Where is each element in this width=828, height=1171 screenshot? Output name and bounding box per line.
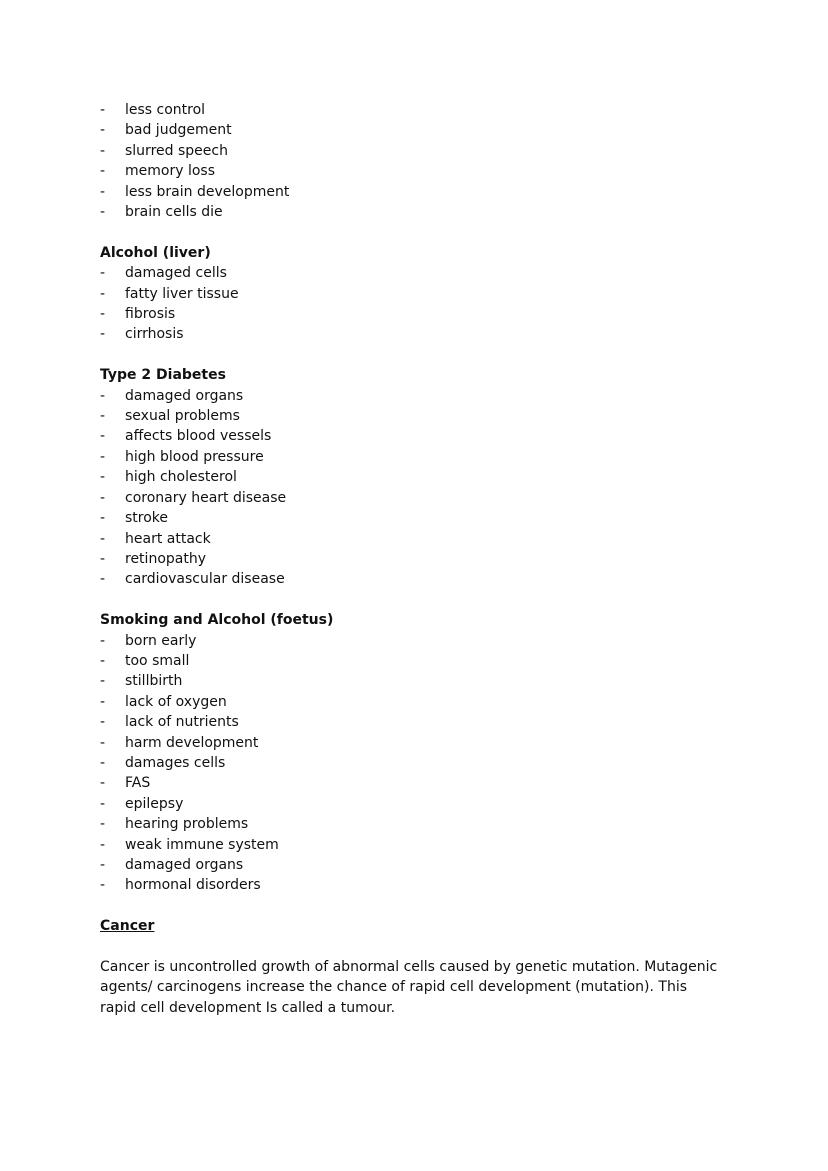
cancer-paragraph: Cancer is uncontrolled growth of abnormal cells caused by genetic mutation. Mutagenic agents/ carcinogens increase the chance of rapid cell development (mutation). This rapid cell development Is called a tumour. bbox=[100, 958, 718, 1016]
bullet-dash: - bbox=[100, 754, 106, 771]
bullet-dash: - bbox=[100, 326, 106, 343]
list-item bbox=[100, 753, 720, 773]
list-item bbox=[100, 733, 720, 753]
list-item bbox=[100, 182, 720, 202]
list-item-text: damaged organs bbox=[125, 387, 244, 404]
list-item bbox=[100, 529, 720, 549]
smoking-alcohol-foetus-list bbox=[100, 631, 720, 896]
bullet-dash: - bbox=[100, 714, 106, 731]
list-item-text: bad judgement bbox=[125, 122, 232, 139]
list-item-text: sexual problems bbox=[125, 408, 240, 425]
list-item bbox=[100, 386, 720, 406]
bullet-dash: - bbox=[100, 448, 106, 465]
bullet-dash: - bbox=[100, 285, 106, 302]
list-item-text: damaged organs bbox=[125, 856, 244, 873]
list-item bbox=[100, 508, 720, 528]
list-item bbox=[100, 569, 720, 589]
list-item bbox=[100, 814, 720, 834]
list-item bbox=[100, 304, 720, 324]
list-item bbox=[100, 141, 720, 161]
list-item-text: high cholesterol bbox=[125, 469, 237, 486]
list-item bbox=[100, 426, 720, 446]
bullet-dash: - bbox=[100, 652, 106, 669]
list-item-text: damages cells bbox=[125, 754, 226, 771]
list-item-text: slurred speech bbox=[125, 142, 228, 159]
list-item-text: epilepsy bbox=[125, 795, 184, 812]
list-item bbox=[100, 651, 720, 671]
alcohol-liver-list bbox=[100, 263, 720, 345]
bullet-dash: - bbox=[100, 816, 106, 833]
list-item-text: stillbirth bbox=[125, 673, 183, 690]
list-item-text: less control bbox=[125, 102, 206, 118]
section-spacer bbox=[100, 896, 720, 916]
bullet-dash: - bbox=[100, 265, 106, 282]
list-item bbox=[100, 120, 720, 140]
list-item-text: damaged cells bbox=[125, 265, 227, 282]
list-item bbox=[100, 488, 720, 508]
bullet-dash: - bbox=[100, 632, 106, 649]
list-item-text: hormonal disorders bbox=[125, 877, 261, 894]
bullet-dash: - bbox=[100, 204, 106, 221]
list-item-text: weak immune system bbox=[125, 836, 279, 853]
list-item bbox=[100, 692, 720, 712]
bullet-dash: - bbox=[100, 428, 106, 445]
bullet-dash: - bbox=[100, 510, 106, 527]
bullet-dash: - bbox=[100, 693, 106, 710]
bullet-dash: - bbox=[100, 775, 106, 792]
bullet-dash: - bbox=[100, 550, 106, 567]
list-item bbox=[100, 406, 720, 426]
list-item-text: memory loss bbox=[125, 163, 215, 180]
list-item bbox=[100, 202, 720, 222]
list-item bbox=[100, 263, 720, 283]
bullet-dash: - bbox=[100, 836, 106, 853]
list-item-text: affects blood vessels bbox=[125, 428, 272, 445]
document-page bbox=[100, 100, 720, 1018]
list-item-text: fatty liver tissue bbox=[125, 285, 239, 302]
list-item bbox=[100, 631, 720, 651]
alcohol-liver-heading: Alcohol (liver) bbox=[100, 244, 211, 261]
bullet-dash: - bbox=[100, 306, 106, 323]
list-item-text: harm development bbox=[125, 734, 259, 751]
list-item bbox=[100, 467, 720, 487]
bullet-dash: - bbox=[100, 673, 106, 690]
list-item bbox=[100, 447, 720, 467]
list-item bbox=[100, 100, 720, 120]
bullet-dash: - bbox=[100, 102, 106, 118]
cancer-heading: Cancer bbox=[100, 918, 155, 935]
list-item bbox=[100, 324, 720, 344]
section-spacer bbox=[100, 590, 720, 610]
bullet-dash: - bbox=[100, 856, 106, 873]
section-spacer bbox=[100, 222, 720, 242]
list-item-text: hearing problems bbox=[125, 816, 249, 833]
list-item-text: born early bbox=[125, 632, 197, 649]
list-item-text: coronary heart disease bbox=[125, 489, 287, 506]
bullet-dash: - bbox=[100, 795, 106, 812]
list-item-text: brain cells die bbox=[125, 204, 223, 221]
list-item-text: high blood pressure bbox=[125, 448, 264, 465]
list-item bbox=[100, 284, 720, 304]
list-item-text: cardiovascular disease bbox=[125, 571, 285, 588]
bullet-dash: - bbox=[100, 734, 106, 751]
bullet-dash: - bbox=[100, 571, 106, 588]
list-item bbox=[100, 773, 720, 793]
list-item bbox=[100, 835, 720, 855]
bullet-dash: - bbox=[100, 142, 106, 159]
bullet-dash: - bbox=[100, 408, 106, 425]
list-item bbox=[100, 549, 720, 569]
section-spacer bbox=[100, 937, 720, 957]
bullet-dash: - bbox=[100, 877, 106, 894]
list-item bbox=[100, 855, 720, 875]
bullet-dash: - bbox=[100, 469, 106, 486]
list-item-text: heart attack bbox=[125, 530, 211, 547]
bullet-dash: - bbox=[100, 183, 106, 200]
list-item-text: cirrhosis bbox=[125, 326, 184, 343]
smoking-alcohol-foetus-heading: Smoking and Alcohol (foetus) bbox=[100, 612, 334, 629]
bullet-dash: - bbox=[100, 122, 106, 139]
type2-diabetes-heading: Type 2 Diabetes bbox=[100, 367, 226, 384]
bullet-dash: - bbox=[100, 489, 106, 506]
list-item-text: retinopathy bbox=[125, 550, 206, 567]
section-spacer bbox=[100, 345, 720, 365]
list-item-text: less brain development bbox=[125, 183, 290, 200]
list-item bbox=[100, 712, 720, 732]
bullet-dash: - bbox=[100, 387, 106, 404]
list-item bbox=[100, 794, 720, 814]
list-item bbox=[100, 875, 720, 895]
list-item bbox=[100, 161, 720, 181]
list-item-text: FAS bbox=[125, 775, 151, 792]
list-item-text: lack of oxygen bbox=[125, 693, 227, 710]
list-item-text: stroke bbox=[125, 510, 169, 527]
bullet-dash: - bbox=[100, 530, 106, 547]
intro-effects-list bbox=[100, 100, 720, 222]
type2-diabetes-list bbox=[100, 386, 720, 590]
bullet-dash: - bbox=[100, 163, 106, 180]
list-item-text: too small bbox=[125, 652, 190, 669]
list-item-text: lack of nutrients bbox=[125, 714, 239, 731]
list-item-text: fibrosis bbox=[125, 306, 176, 323]
list-item bbox=[100, 671, 720, 691]
